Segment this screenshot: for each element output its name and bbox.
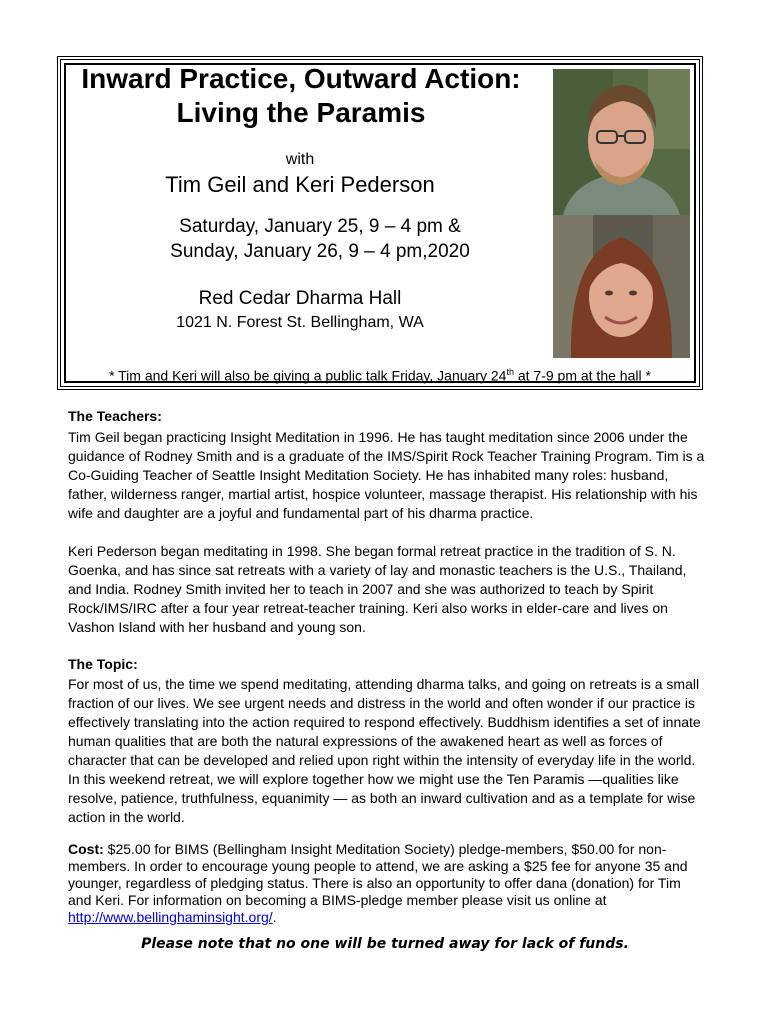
cost-text: $25.00 for BIMS (Bellingham Insight Meditation Society) pledge-members, $50.00 for non-members. In order to encourage young people to attend, we are asking a $25 fee for anyone 35 and younger, regardless of pledging status. There is also an opportunity to offer dana (donation) for Tim and Keri. For information on becoming a BIMS-pledge member please visit us online at — [68, 841, 688, 908]
cost-section — [68, 841, 688, 926]
public-talk-text: * Tim and Keri will also be giving a public talk Friday, January 24 — [109, 367, 507, 384]
teachers-heading: The Teachers: — [68, 408, 162, 424]
title-line-2: Living the Paramis — [176, 97, 426, 128]
date-line-1: Saturday, January 25, 9 – 4 pm & — [179, 216, 461, 237]
public-talk-time: at 7-9 pm at the hall * — [513, 367, 651, 384]
with-label: with — [285, 151, 315, 168]
topic-heading: The Topic: — [68, 656, 138, 672]
public-talk-ordinal: th — [506, 367, 514, 377]
cost-label: Cost: — [68, 841, 104, 857]
tim-geil-photo — [553, 69, 690, 215]
event-dates — [120, 214, 520, 264]
tim-geil-bio: Tim Geil began practicing Insight Meditation in 1996. He has taught meditation since 2006 under the guidance of Rodney Smith and is a graduate of the IMS/Spirit Rock Teacher Training Program. Tim is a Co-Guiding Teacher of Seattle Insight Meditation Society. He has inhabited many roles: husband, father, wilderness ranger, martial artist, hospice volunteer, massage therapist. His relationship with his wife and daughter are a joyful and fundamental part of his dharma practice. — [68, 429, 705, 521]
keri-pederson-photo — [553, 215, 690, 358]
title-line-1: Inward Practice, Outward Action: — [81, 63, 521, 94]
keri-pederson-bio: Keri Pederson began meditating in 1998. She began formal retreat practice in the tradition of S. N. Goenka, and has since sat retreats with a variety of lay and monastic teachers is the U.S., Thailand, and India. Rodney Smith invited her to teach in 2007 and she was authorized to teach by Spirit Rock/IMS/IRC after a four year retreat-teacher training. Keri also works in elder-care and lives on Vashon Island with her husband and young son. — [68, 543, 687, 635]
topic-text: For most of us, the time we spend meditating, attending dharma talks, and going on retreats is a small fraction of our lives. We see urgent needs and distress in the world and often wonder if our practice is effectively translating into the action required to respond effectively. Buddhism identifies a set of innate human qualities that are both the natural expressions of the awakened heart as well as forces of character that can be developed and relied upon right within the intensity of everyday life in the world. In this weekend retreat, we will explore together how we might use the Ten Paramis —qualities like resolve, patience, truthfulness, equanimity — as both an inward cultivation and as a template for wise action in the world. — [68, 676, 701, 825]
bims-website-link[interactable]: http://www.bellinghaminsight.org/ — [68, 909, 273, 925]
presenters: Tim Geil and Keri Pederson — [165, 172, 435, 197]
funds-note: Please note that no one will be turned away for lack of funds. — [141, 936, 629, 952]
date-line-2: Sunday, January 26, 9 – 4 pm,2020 — [170, 241, 470, 262]
event-title — [62, 62, 540, 130]
cost-end: . — [272, 909, 277, 925]
venue-name: Red Cedar Dharma Hall — [198, 288, 402, 309]
public-talk-note — [62, 367, 698, 384]
venue-address: 1021 N. Forest St. Bellingham, WA — [176, 314, 424, 331]
